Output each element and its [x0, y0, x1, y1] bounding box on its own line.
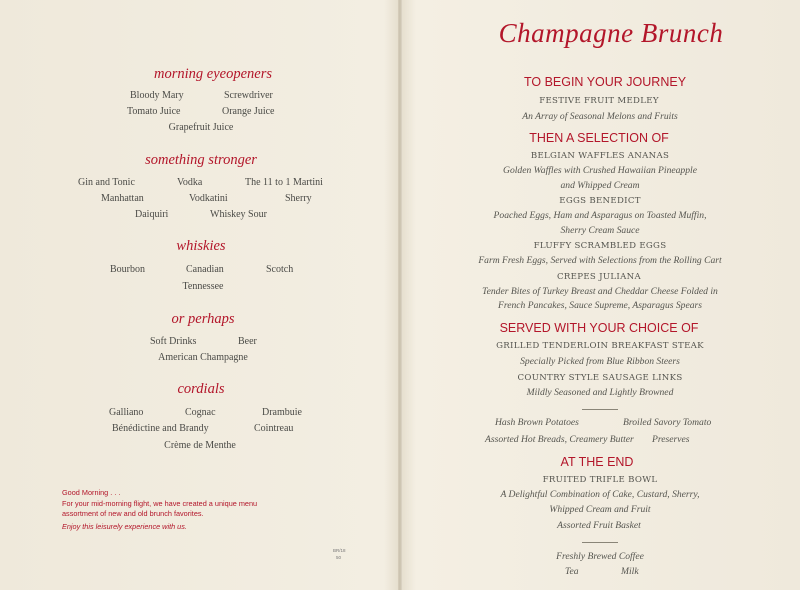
drink-item: Cointreau	[254, 423, 294, 434]
right-page	[401, 0, 800, 590]
side-item: Hash Brown Potatoes	[495, 417, 579, 428]
drink-item: Galliano	[109, 407, 144, 418]
side-item: Assorted Hot Breads, Creamery Butter	[485, 434, 634, 445]
drink-item: American Champagne	[158, 352, 248, 363]
drink-item: Bloody Mary	[130, 90, 184, 101]
note-closing: Enjoy this leisurely experience with us.	[62, 522, 187, 531]
drink-item: Vodka	[177, 177, 203, 188]
drink-item: Canadian	[186, 264, 224, 275]
section-title-whiskies: whiskies	[176, 238, 226, 254]
drink-item: Freshly Brewed Coffee	[556, 551, 644, 562]
dish-description: A Delightful Combination of Cake, Custard, Sherry,	[500, 489, 700, 500]
heading-begin: TO BEGIN YOUR JOURNEY	[523, 75, 687, 89]
menu-code: BR/18	[333, 548, 346, 553]
drink-item: Cognac	[185, 407, 216, 418]
drink-item: Daiquiri	[135, 209, 169, 220]
drink-item: Tea	[565, 566, 579, 577]
drink-item: Sherry	[285, 193, 312, 204]
dish-description: Golden Waffles with Crushed Hawaiian Pineapple	[503, 165, 697, 176]
dish-description: Sherry Cream Sauce	[560, 225, 640, 236]
dish-description: and Whipped Cream	[560, 180, 640, 191]
dish-description: Specially Picked from Blue Ribbon Steers	[520, 356, 680, 367]
drink-item: The 11 to 1 Martini	[245, 177, 323, 188]
dish-name: COUNTRY STYLE SAUSAGE LINKS	[517, 373, 683, 383]
drink-item: Screwdriver	[224, 90, 273, 101]
note-line: assortment of new and old brunch favorites.	[62, 509, 204, 518]
drink-item: Soft Drinks	[150, 336, 197, 347]
dish-name: FLUFFY SCRAMBLED EGGS	[533, 241, 667, 251]
drink-item: Tomato Juice	[127, 106, 181, 117]
section-title-or-perhaps: or perhaps	[171, 311, 235, 327]
drink-item: Gin and Tonic	[78, 177, 135, 188]
section-title-cordials: cordials	[177, 381, 225, 397]
dish-description: French Pancakes, Sauce Supreme, Asparagus Spears	[497, 300, 703, 311]
dish-name: BELGIAN WAFFLES ANANAS	[530, 151, 670, 161]
menu-code: 50	[336, 555, 342, 560]
dish-description: Mildly Seasoned and Lightly Browned	[526, 387, 674, 398]
drink-item: Whiskey Sour	[210, 209, 267, 220]
side-item: Preserves	[652, 434, 690, 445]
drink-item: Manhattan	[101, 193, 144, 204]
dish-description: Farm Fresh Eggs, Served with Selections from the Rolling Cart	[478, 255, 722, 266]
dish-name: FESTIVE FRUIT MEDLEY	[539, 96, 659, 106]
drink-item: Grapefruit Juice	[168, 122, 234, 133]
drink-item: Crème de Menthe	[164, 440, 236, 451]
divider	[582, 409, 618, 410]
dish-name: EGGS BENEDICT	[559, 196, 641, 206]
heading-selection: THEN A SELECTION OF	[529, 131, 669, 145]
drink-item: Drambuie	[262, 407, 302, 418]
drink-item: Scotch	[266, 264, 294, 275]
drink-item: Milk	[621, 566, 639, 577]
divider	[582, 542, 618, 543]
heading-choice: SERVED WITH YOUR CHOICE OF	[499, 321, 699, 335]
dish-description: Tender Bites of Turkey Breast and Cheddar Cheese Folded in	[482, 286, 718, 297]
menu-title: Champagne Brunch	[498, 18, 724, 48]
note-greeting: Good Morning . . .	[62, 488, 121, 497]
drink-item: Vodkatini	[189, 193, 228, 204]
drink-item: Bourbon	[110, 264, 145, 275]
section-title-morning-eyeopeners: morning eyeopeners	[154, 66, 272, 82]
dish-name: GRILLED TENDERLOIN BREAKFAST STEAK	[496, 341, 704, 351]
dish-description: Poached Eggs, Ham and Asparagus on Toasted Muffin,	[493, 210, 707, 221]
drink-item: Bénédictine and Brandy	[112, 423, 209, 434]
drink-item: Orange Juice	[222, 106, 275, 117]
dish-name: CREPES JULIANA	[557, 272, 641, 282]
left-page	[0, 0, 399, 590]
side-item: Broiled Savory Tomato	[623, 417, 712, 428]
dish-description: Whipped Cream and Fruit	[549, 504, 651, 515]
heading-end: AT THE END	[560, 455, 634, 469]
fruit-basket: Assorted Fruit Basket	[557, 520, 641, 531]
dish-description: An Array of Seasonal Melons and Fruits	[522, 111, 678, 122]
dish-name: FRUITED TRIFLE BOWL	[542, 475, 658, 485]
section-title-something-stronger: something stronger	[145, 152, 257, 168]
drink-item: Beer	[238, 336, 257, 347]
drink-item: Tennessee	[182, 281, 224, 292]
note-line: For your mid-morning flight, we have created a unique menu	[62, 499, 258, 508]
